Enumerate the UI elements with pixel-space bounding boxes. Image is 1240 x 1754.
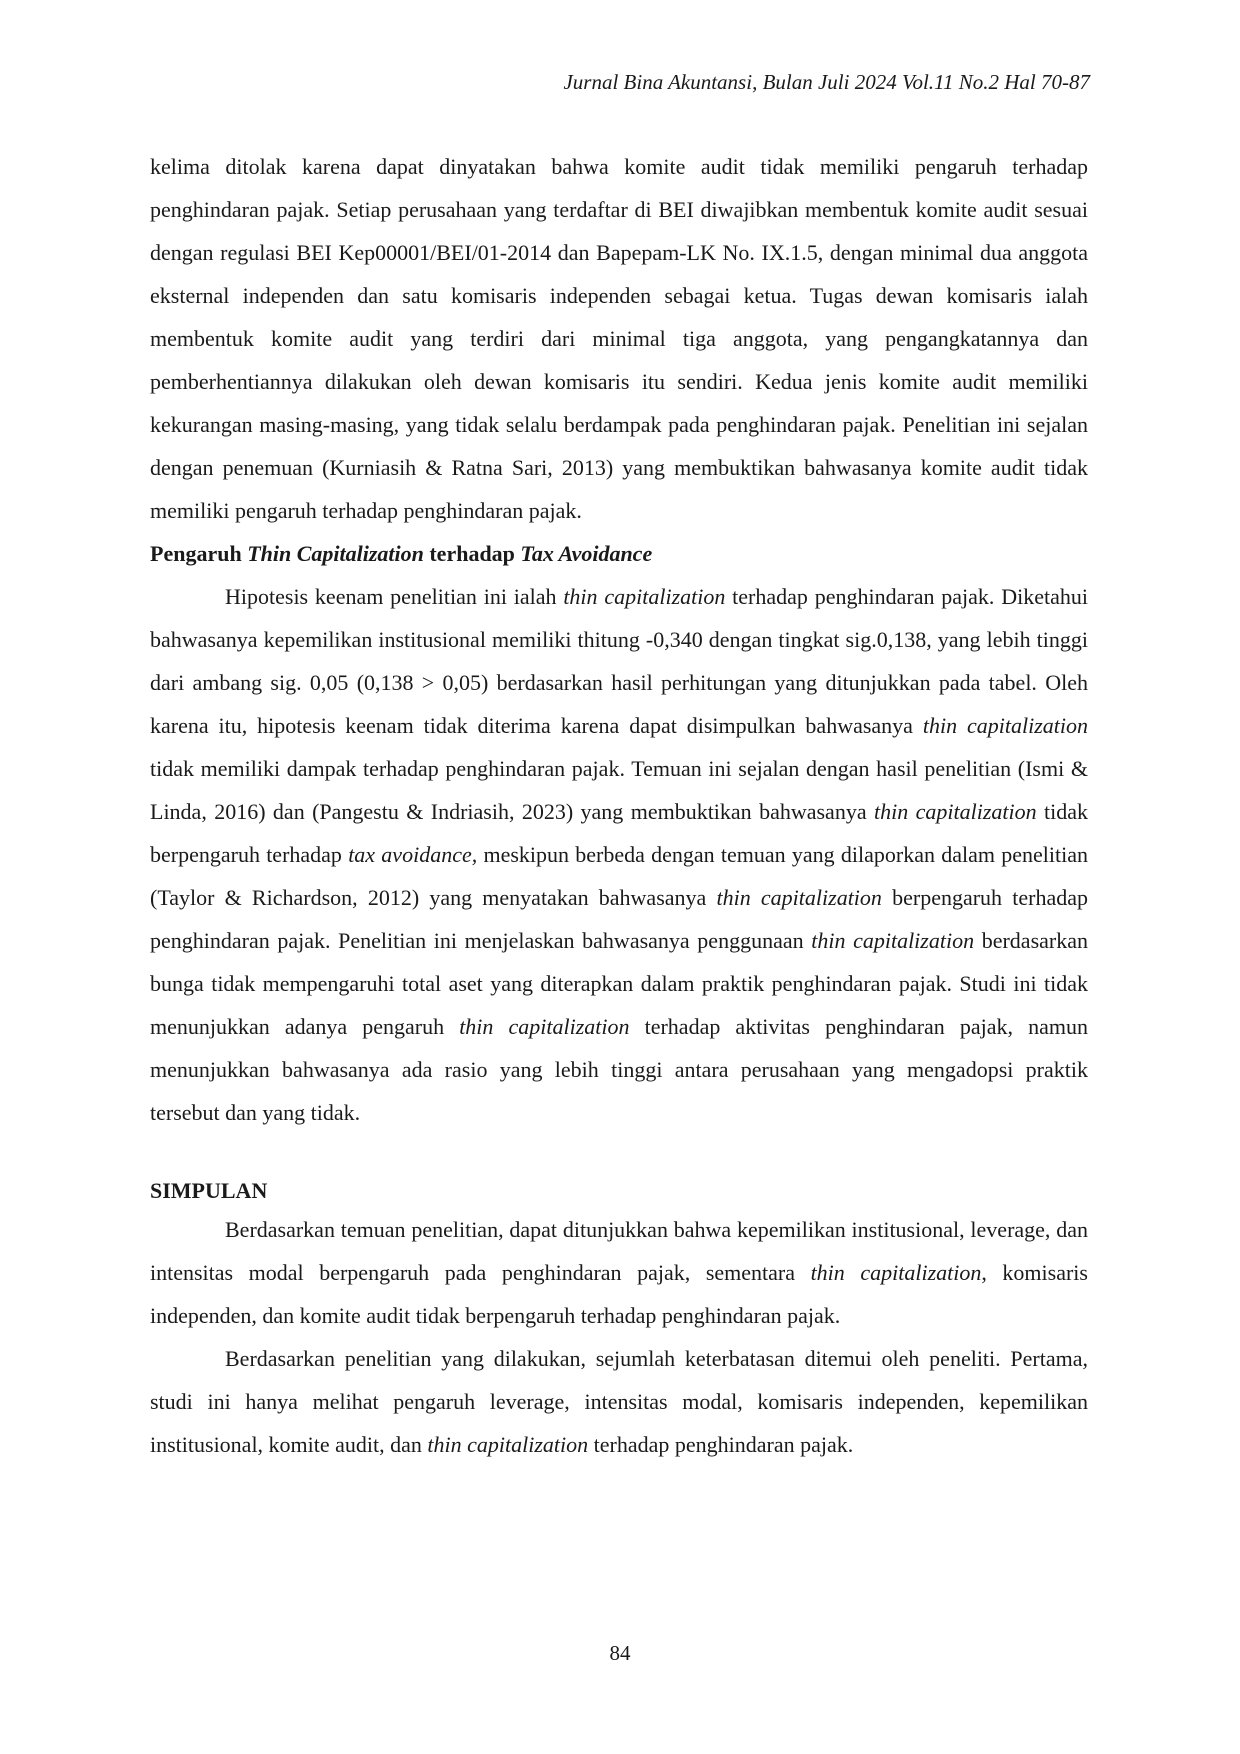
section-spacer: [150, 1134, 1088, 1174]
body-paragraph: Hipotesis keenam penelitian ini ialah thin capitalization terhadap penghindaran pajak. Diketahui bahwasanya kepemilikan institusional memiliki thitung -0,340 dengan tingkat sig.0,138, yang lebih tinggi dari ambang sig. 0,05 (0,138 > 0,05) berdasarkan hasil perhitungan yang ditunjukkan pada tabel. Oleh karena itu, hipotesis keenam tidak diterima karena dapat disimpulkan bahwasanya thin capitalization tidak memiliki dampak terhadap penghindaran pajak. Temuan ini sejalan dengan hasil penelitian (Ismi & Linda, 2016) dan (Pangestu & Indriasih, 2023) yang membuktikan bahwasanya thin capitalization tidak berpengaruh terhadap tax avoidance, meskipun berbeda dengan temuan yang dilaporkan dalam penelitian (Taylor & Richardson, 2012) yang menyatakan bahwasanya thin capitalization berpengaruh terhadap penghindaran pajak. Penelitian ini menjelaskan bahwasanya penggunaan thin capitalization berdasarkan bunga tidak mempengaruhi total aset yang diterapkan dalam praktik penghindaran pajak. Studi ini tidak menunjukkan adanya pengaruh thin capitalization terhadap aktivitas penghindaran pajak, namun menunjukkan bahwasanya ada rasio yang lebih tinggi antara perusahaan yang mengadopsi praktik tersebut dan yang tidak.: [150, 584, 1088, 1125]
page-number: 84: [609, 1641, 631, 1665]
body-paragraph: Berdasarkan penelitian yang dilakukan, sejumlah keterbatasan ditemui oleh peneliti. Pertama, studi ini hanya melihat pengaruh leverage, intensitas modal, komisaris independen, kepemilikan institusional, komite audit, dan thin capitalization terhadap penghindaran pajak.: [150, 1346, 1088, 1457]
body-paragraph: kelima ditolak karena dapat dinyatakan bahwa komite audit tidak memiliki pengaruh terhadap penghindaran pajak. Setiap perusahaan yang terdaftar di BEI diwajibkan membentuk komite audit sesuai dengan regulasi BEI Kep00001/BEI/01-2014 dan Bapepam-LK No. IX.1.5, dengan minimal dua anggota eksternal independen dan satu komisaris independen sebagai ketua. Tugas dewan komisaris ialah membentuk komite audit yang terdiri dari minimal tiga anggota, yang pengangkatannya dan pemberhentiannya dilakukan oleh dewan komisaris itu sendiri. Kedua jenis komite audit memiliki kekurangan masing-masing, yang tidak selalu berdampak pada penghindaran pajak. Penelitian ini sejalan dengan penemuan (Kurniasih & Ratna Sari, 2013) yang membuktikan bahwasanya komite audit tidak memiliki pengaruh terhadap penghindaran pajak.: [150, 154, 1088, 523]
section-heading-thin-capitalization: Pengaruh Thin Capitalization terhadap Tax Avoidance: [150, 541, 653, 566]
journal-header: Jurnal Bina Akuntansi, Bulan Juli 2024 Vol.11 No.2 Hal 70-87: [563, 70, 1090, 94]
section-heading-simpulan: SIMPULAN: [150, 1178, 268, 1203]
page-body: [150, 145, 1088, 1466]
body-paragraph: Berdasarkan temuan penelitian, dapat ditunjukkan bahwa kepemilikan institusional, leverage, dan intensitas modal berpengaruh pada penghindaran pajak, sementara thin capitalization, komisaris independen, dan komite audit tidak berpengaruh terhadap penghindaran pajak.: [150, 1217, 1088, 1328]
